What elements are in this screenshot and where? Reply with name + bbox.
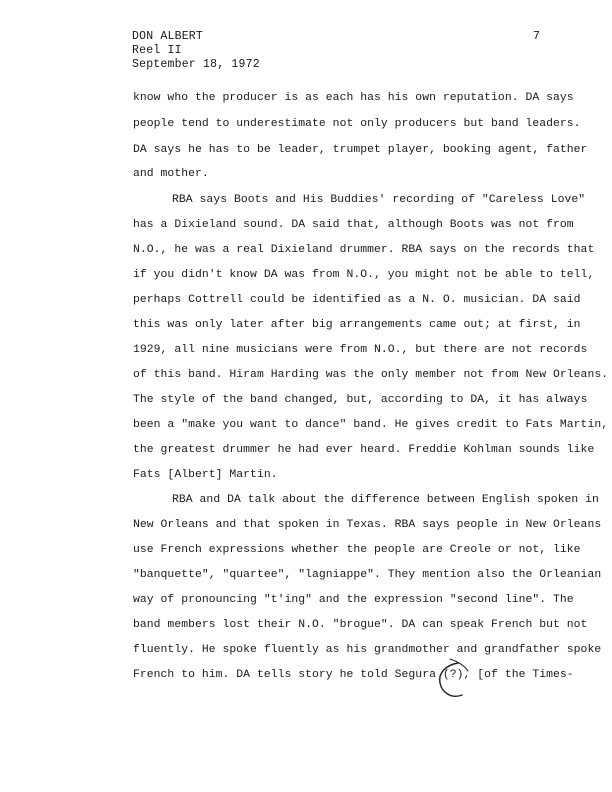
body-line: The style of the band changed, but, according to DA, it has always (133, 394, 588, 406)
page-number: 7 (533, 30, 540, 43)
body-line: know who the producer is as each has his own reputation. DA says (133, 92, 574, 104)
interviewee-name: DON ALBERT (132, 30, 204, 43)
body-line: New Orleans and that spoken in Texas. RBA says people in New Orleans (133, 519, 602, 531)
body-line: RBA says Boots and His Buddies' recording of "Careless Love" (172, 194, 586, 206)
body-line: fluently. He spoke fluently as his grandmother and grandfather spoke (133, 644, 602, 656)
handwritten-mark (428, 655, 488, 707)
body-line: band members lost their N.O. "brogue". DA can speak French but not (133, 619, 588, 631)
body-line: French to him. DA tells story he told Segura (?), [of the Times- (133, 669, 574, 681)
body-line: the greatest drummer he had ever heard. Freddie Kohlman sounds like (133, 444, 595, 456)
body-line: N.O., he was a real Dixieland drummer. RBA says on the records that (133, 244, 595, 256)
document-header (132, 30, 260, 72)
body-line: this was only later after big arrangements came out; at first, in (133, 319, 581, 331)
body-line: people tend to underestimate not only producers but band leaders. (133, 118, 581, 130)
body-line: been a "make you want to dance" band. He gives credit to Fats Martin, (133, 419, 609, 431)
body-line: DA says he has to be leader, trumpet player, booking agent, father (133, 144, 588, 156)
body-line: use French expressions whether the people are Creole or not, like (133, 544, 581, 556)
body-line: of this band. Hiram Harding was the only member not from New Orleans. (133, 369, 609, 381)
body-line: has a Dixieland sound. DA said that, although Boots was not from (133, 219, 574, 231)
body-line: RBA and DA talk about the difference between English spoken in (172, 494, 599, 506)
body-line: way of pronouncing "t'ing" and the expression "second line". The (133, 594, 574, 606)
body-line: perhaps Cottrell could be identified as a N. O. musician. DA said (133, 294, 581, 306)
body-line: Fats [Albert] Martin. (133, 469, 278, 481)
body-line: 1929, all nine musicians were from N.O., but there are not records (133, 344, 588, 356)
body-line: "banquette", "quartee", "lagniappe". They mention also the Orleanian (133, 569, 602, 581)
reel-label: Reel II (132, 44, 182, 57)
body-line: and mother. (133, 168, 209, 180)
body-line: if you didn't know DA was from N.O., you might not be able to tell, (133, 269, 595, 281)
interview-date: September 18, 1972 (132, 58, 260, 71)
